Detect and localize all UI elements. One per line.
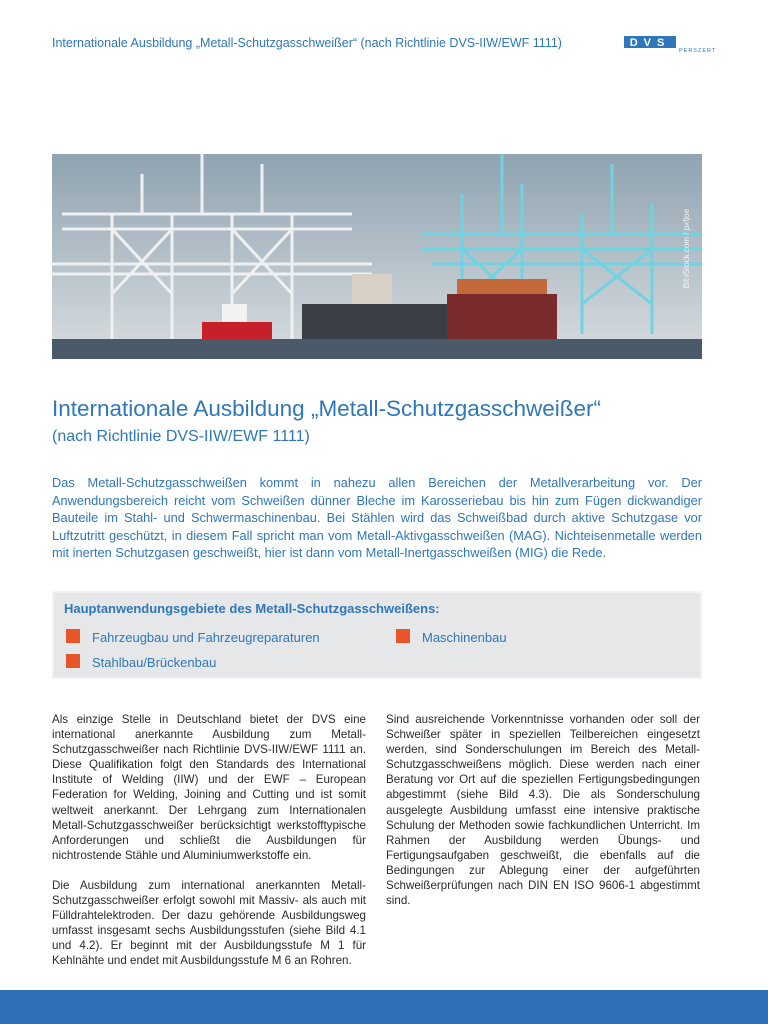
photo-credit: Bit-iStock.com / pxfjoe [681, 208, 691, 289]
bullet-square-icon [66, 629, 80, 643]
bullet-square-icon [396, 629, 410, 643]
footer-bar [0, 990, 768, 1024]
logo-main-text: DVS [629, 37, 671, 49]
hero-photo-harbor-cranes [52, 154, 702, 359]
box-title: Hauptanwendungsgebiete des Metall-Schutzgasschweißens: [64, 601, 440, 616]
body-column-left [52, 712, 366, 984]
harbor-illustration [52, 154, 702, 359]
page-subtitle: (nach Richtlinie DVS-IIW/EWF 1111) [52, 428, 310, 445]
list-item: Maschinenbau [422, 630, 507, 645]
running-header: Internationale Ausbildung „Metall-Schutzgasschweißer“ (nach Richtlinie DVS-IIW/EWF 1111) [52, 36, 562, 50]
body-paragraph-1: Als einzige Stelle in Deutschland bietet der DVS eine international anerkannte Ausbildung zum Metall-Schutzgasschweißer nach Richtlinie DVS-IIW/EWF 1111 an. Diese Qualifikation folgt den Standards des International Institute of Welding (IIW) und der EWF – European Federation for Welding, Joining and Cutting und ist somit weltweit anerkannt. Der Lehrgang zum Internationalen Metall-Schutzgasschweißer berücksichtigt werkstofftypische Anforderungen und schließt die Ausbildungen für nichtrostende Stähle und Aluminiumwerkstoffe ein. [52, 713, 366, 862]
dvs-perszert-logo [624, 34, 716, 54]
page-header [52, 34, 716, 56]
logo-sub-text: PERSZERT [679, 48, 716, 54]
intro-paragraph: Das Metall-Schutzgasschweißen kommt in nahezu allen Bereichen der Metallverarbeitung vor. Der Anwendungsbereich reicht vom Schweißen dünner Bleche im Karosseriebau bis hin zum Fügen dickwandiger Bauteile im Stahl- und Schwermaschinenbau. Bei Stählen wird das Schweißbad durch aktive Schutzgase vor Luftzutritt geschützt, in diesem Fall spricht man vom Metall-Aktivgasschweißen (MAG). Nichteisenmetalle werden mit inerten Schutzgasen geschweißt, hier ist dann vom Metall-Inertgasschweißen (MIG) die Rede. [52, 475, 702, 561]
application-areas-box [52, 591, 702, 679]
list-item: Stahlbau/Brückenbau [92, 655, 217, 670]
page-title: Internationale Ausbildung „Metall-Schutzgasschweißer“ [52, 396, 602, 421]
body-column-right [386, 712, 700, 923]
list-item: Fahrzeugbau und Fahrzeugreparaturen [92, 630, 320, 645]
bullet-square-icon [66, 654, 80, 668]
body-paragraph-2: Die Ausbildung zum international anerkannten Metall-Schutzgasschweißer erfolgt sowohl mit Massiv- als auch mit Fülldrahtelektroden. Der dazu gehörende Ausbildungsweg umfasst insgesamt sechs Ausbildungsstufen (siehe Bild 4.1 und 4.2). Er beginnt mit der Ausbildungsstufe M 1 für Kehlnähte und endet mit Ausbildungsstufe M 6 an Rohren. [52, 878, 366, 968]
body-paragraph-3: Sind ausreichende Vorkenntnisse vorhanden oder soll der Schweißer später in speziellen Teilbereichen eingesetzt werden, sind Sonderschulungen im Bereich des Metall-Schutzgasschweißens möglich. Diese werden nach einer Beratung vor Ort auf die speziellen Fertigungsbedingungen abgestimmt (siehe Bild 4.3). Die als Sonderschulung ausgelegte Ausbildung umfasst eine intensive praktische Schulung der Methoden sowie fachkundlichen Unterricht. Im Rahmen der Ausbildung werden Übungs- und Fertigungsaufgaben geschweißt, die ebenfalls auf die Bedingungen zur Ablegung einer der aufgeführten Schweißerprüfungen nach DIN EN ISO 9606-1 abgestimmt sind. [386, 713, 700, 908]
